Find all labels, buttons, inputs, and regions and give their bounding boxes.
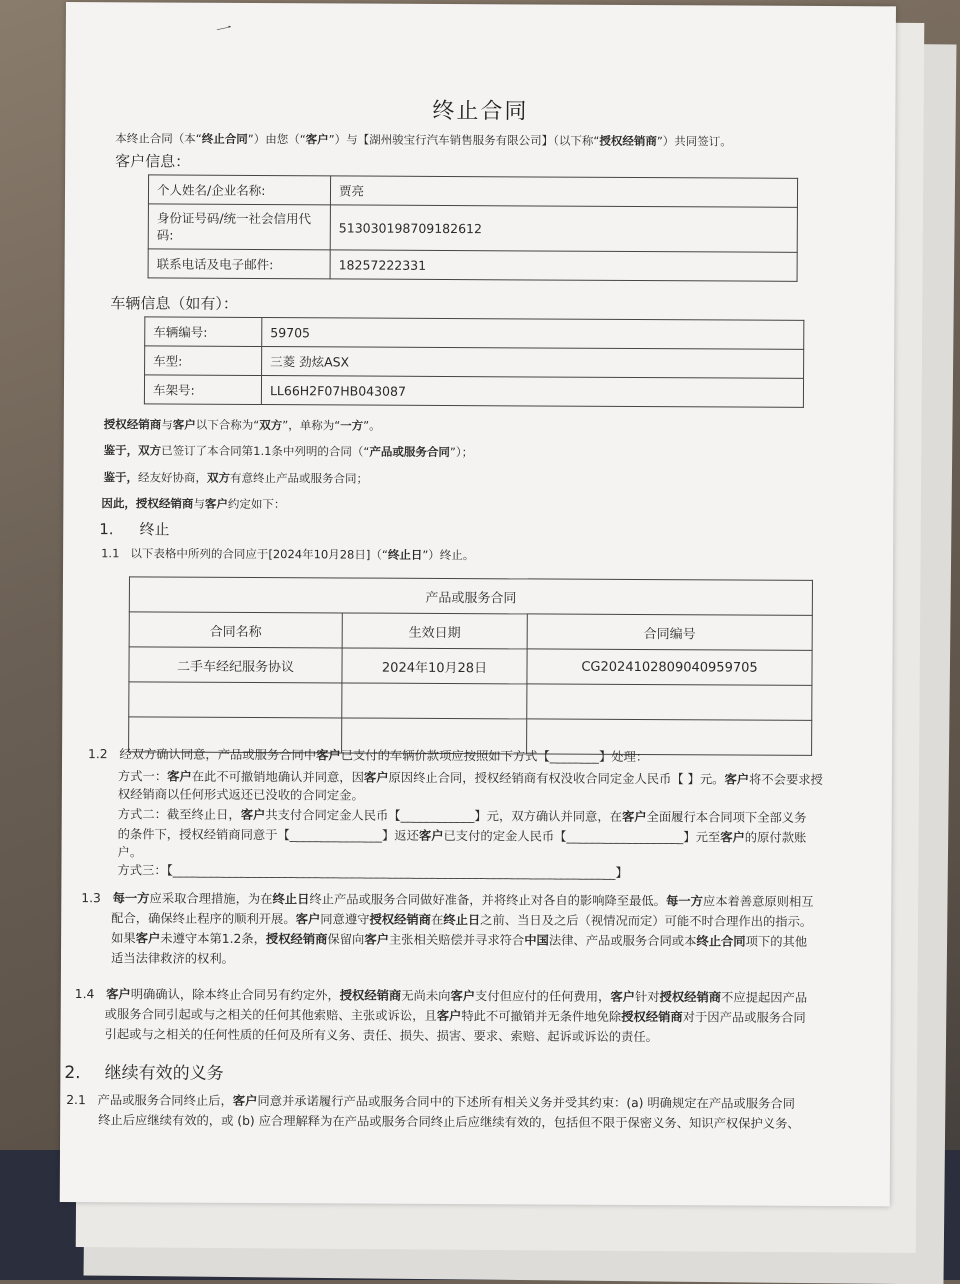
field-value: 513030198709182612 xyxy=(330,205,797,252)
table-row xyxy=(148,204,797,252)
vehicle-info-table xyxy=(144,316,804,407)
table-row xyxy=(145,346,804,378)
field-value: LL66H2F07HB043087 xyxy=(261,376,803,408)
table-cell xyxy=(527,684,812,720)
table-row xyxy=(148,175,797,207)
document-title: 终止合同 xyxy=(432,98,529,125)
customer-info-heading: 客户信息： xyxy=(115,152,191,171)
clause-2-1-line-1: 2.1 产品或服务合同终止后，客户同意并承诺履行产品或服务合同中的下述所有相关义务并受其约束：(a) 明确规定在产品或服务合同 xyxy=(66,1093,795,1111)
table-cell xyxy=(129,682,342,718)
contract-page xyxy=(60,2,896,1206)
table-row xyxy=(129,682,812,721)
clause-1-2-option-3: 方式三：【________________________________________________________________________】 xyxy=(117,863,628,880)
whereas-clause-1: 鉴于，双方已签订了本合同第1.1条中列明的合同（“产品或服务合同”）； xyxy=(103,443,474,460)
clause-1-2-option-1-cont: 权经销商以任何形式返还已没收的合同定金。 xyxy=(117,787,364,803)
table-cell: CG20241028090409597​05 xyxy=(527,649,812,685)
column-header: 合同编号 xyxy=(527,614,812,650)
clause-1-1: 1.1 以下表格中所列的合同应于[2024年10月28日]（“终止日”）终止。 xyxy=(101,546,475,563)
clause-1-2-option-2: 方式二：截至终止日，客户共支付合同定金人民币【____________】元，双方确认并同意，在客户全面履行本合同项下全部义务 xyxy=(117,807,807,825)
table-row xyxy=(145,317,804,349)
clause-1-4-line-2: 或服务合同引起或与之相关的任何其他索赔、主张或诉讼，且客户特此不可撤销并无条件地免除授权经销商对于因产品或服务合同 xyxy=(104,1007,806,1025)
table-cell: 2024年10月28日 xyxy=(342,648,527,684)
field-value: 贾亮 xyxy=(330,176,797,207)
table-row xyxy=(144,375,803,407)
field-label: 个人姓名/企业名称: xyxy=(148,175,330,205)
section-1-heading: 1. 终止 xyxy=(99,520,170,539)
table-cell: 二手车经纪服务协议 xyxy=(129,647,342,683)
section-2-heading: 2. 继续有效的义务 xyxy=(64,1063,224,1084)
clause-1-2-option-1: 方式一：客户在此不可撤销地确认并同意，因客户原因终止合同，授权经销商有权没收合同定金人民币【 】元。客户将不会要求授 xyxy=(117,769,823,787)
intro-line: 本终止合同（本“终止合同”）由您（“客户”）与【湖州骏宝行汽车销售服务有限公司】（以下称“授权经销商”）共同签订。 xyxy=(115,131,732,149)
field-value: 三菱 劲炫ASX xyxy=(262,347,804,379)
field-value: 59705 xyxy=(262,318,804,350)
column-header: 生效日期 xyxy=(342,613,527,649)
field-label: 车架号: xyxy=(144,375,261,405)
parties-definition: 授权经销商与客户以下合称为“双方”，单称为“一方”。 xyxy=(103,417,381,433)
table-cell xyxy=(342,683,527,719)
contract-table xyxy=(128,576,813,756)
table-header-row xyxy=(129,612,812,651)
clause-1-3-line-3: 如果客户未遵守本第1.2条，授权经销商保留向客户主张相关赔偿并寻求符合中国法律、产品或服务合同或本终止合同项下的其他 xyxy=(111,931,808,949)
clause-1-2-option-2-cont: 的条件下，授权经销商同意于【_______________】返还客户已支付的定金人民币【___________________】元至客户的原付款账 xyxy=(117,827,807,845)
clause-1-3-line-1: 1.3 每一方应采取合理措施，为在终止日终止产品或服务合同做好准备，并将终止对各自的影响降至最低。每一方应本着善意原则相互 xyxy=(81,891,814,909)
handwritten-mark: 一 xyxy=(214,18,234,41)
field-value: 18257222331 xyxy=(330,250,797,281)
clause-1-2-line: 1.2 经双方确认同意，产品或服务合同中客户已支付的车辆价款项应按照如下方式【________】处理： xyxy=(88,747,649,765)
therefore-clause: 因此，授权经销商与客户约定如下： xyxy=(101,496,286,512)
clause-1-4-line-3: 引起或与之相关的任何性质的任何及所有义务、责任、损失、损害、要求、索赔、起诉或诉讼的责任。 xyxy=(104,1027,658,1045)
field-label: 车型: xyxy=(145,346,262,376)
table-caption-row xyxy=(129,577,812,616)
table-caption: 产品或服务合同 xyxy=(129,577,812,616)
whereas-clause-2: 鉴于，经友好协商，双方有意终止产品或服务合同； xyxy=(103,470,369,486)
clause-1-4-line-1: 1.4 客户明确确认，除本终止合同另有约定外，授权经销商无尚未向客户支付但应付的任何费用，客户针对授权经销商不应提起因产品 xyxy=(74,987,808,1005)
table-row xyxy=(148,249,797,281)
field-label: 身份证号码/统一社会信用代码: xyxy=(148,204,330,250)
clause-1-2-option-2-end: 户。 xyxy=(117,845,143,860)
field-label: 车辆编号: xyxy=(145,317,262,347)
clause-1-3-line-2: 配合，确保终止程序的顺利开展。客户同意遵守授权经销商在终止日之前、当日及之后（视情况而定）可能不时合理作出的指示。 xyxy=(111,911,813,929)
clause-1-3-line-4: 适当法律救济的权利。 xyxy=(110,951,235,966)
column-header: 合同名称 xyxy=(129,612,342,648)
field-label: 联系电话及电子邮件: xyxy=(148,249,330,279)
table-row xyxy=(129,647,812,686)
clause-2-1-line-2: 终止后应继续有效的，或 (b) 应合理解释为在产品或服务合同终止后应继续有效的，包括但不限于保密义务、知识产权保护义务、 xyxy=(98,1113,800,1131)
vehicle-info-heading: 车辆信息（如有）： xyxy=(110,294,238,313)
customer-info-table xyxy=(148,174,799,281)
